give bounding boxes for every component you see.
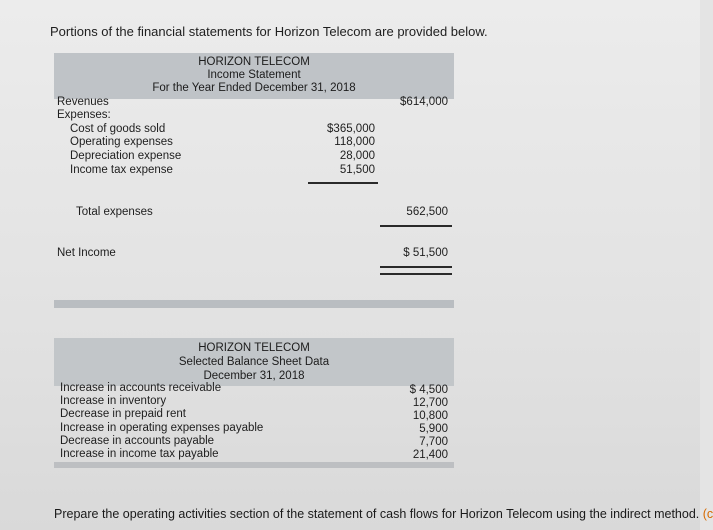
net-income-double-underline-bottom [380, 273, 452, 275]
revenues-label: Revenues [57, 96, 109, 108]
balance-item-value: 12,700 [412, 397, 448, 409]
expense-value: 118,000 [334, 136, 375, 148]
expenses-underline [308, 182, 378, 184]
balance-item-label: Decrease in accounts payable [60, 435, 215, 447]
balance-item-label: Increase in operating expenses payable [60, 422, 264, 434]
net-income-label: Net Income [57, 247, 116, 259]
balance-item-label: Increase in accounts receivable [60, 382, 222, 394]
balance-sheet-date: December 31, 2018 [203, 370, 305, 382]
section-separator [54, 300, 454, 308]
balance-sheet-title: Selected Balance Sheet Data [178, 356, 330, 368]
expense-label: Operating expenses [70, 136, 173, 148]
prompt-text: Prepare the operating activities section of the statement of cash flows for Horizon Telecom using the indirect method. [54, 507, 700, 521]
intro-text: Portions of the financial statements for Horizon Telecom are provided below. [50, 24, 488, 39]
net-income-double-underline-top [380, 266, 452, 268]
income-statement-title: Income Statement [207, 69, 301, 81]
revenues-value: $614,000 [400, 96, 448, 108]
balance-item-value: 5,900 [419, 423, 448, 435]
net-income-value: $ 51,500 [403, 247, 448, 259]
question-prompt [54, 507, 713, 521]
prompt-tail: (c [702, 507, 713, 521]
balance-item-value: 7,700 [419, 436, 448, 448]
total-expenses-value: 562,500 [406, 206, 448, 218]
expense-value: 51,500 [339, 164, 375, 176]
expense-value: $365,000 [327, 123, 375, 135]
balance-item-label: Increase in income tax payable [60, 448, 219, 460]
balance-item-label: Increase in inventory [60, 395, 167, 407]
balance-item-label: Decrease in prepaid rent [60, 408, 186, 420]
total-expenses-label: Total expenses [76, 206, 153, 218]
income-statement-company: HORIZON TELECOM [198, 56, 310, 68]
expense-value: 28,000 [339, 150, 375, 162]
expense-label: Depreciation expense [70, 150, 182, 162]
expenses-label: Expenses: [57, 109, 111, 121]
expense-label: Cost of goods sold [70, 123, 166, 135]
balance-sheet-bottom-band [54, 462, 454, 468]
balance-item-value: 10,800 [412, 410, 448, 422]
balance-item-value: 21,400 [412, 449, 448, 461]
balance-item-value: $ 4,500 [409, 384, 448, 396]
income-statement-period: For the Year Ended December 31, 2018 [152, 82, 356, 94]
total-underline [380, 225, 452, 227]
balance-sheet-company: HORIZON TELECOM [198, 342, 310, 354]
expense-label: Income tax expense [70, 164, 173, 176]
